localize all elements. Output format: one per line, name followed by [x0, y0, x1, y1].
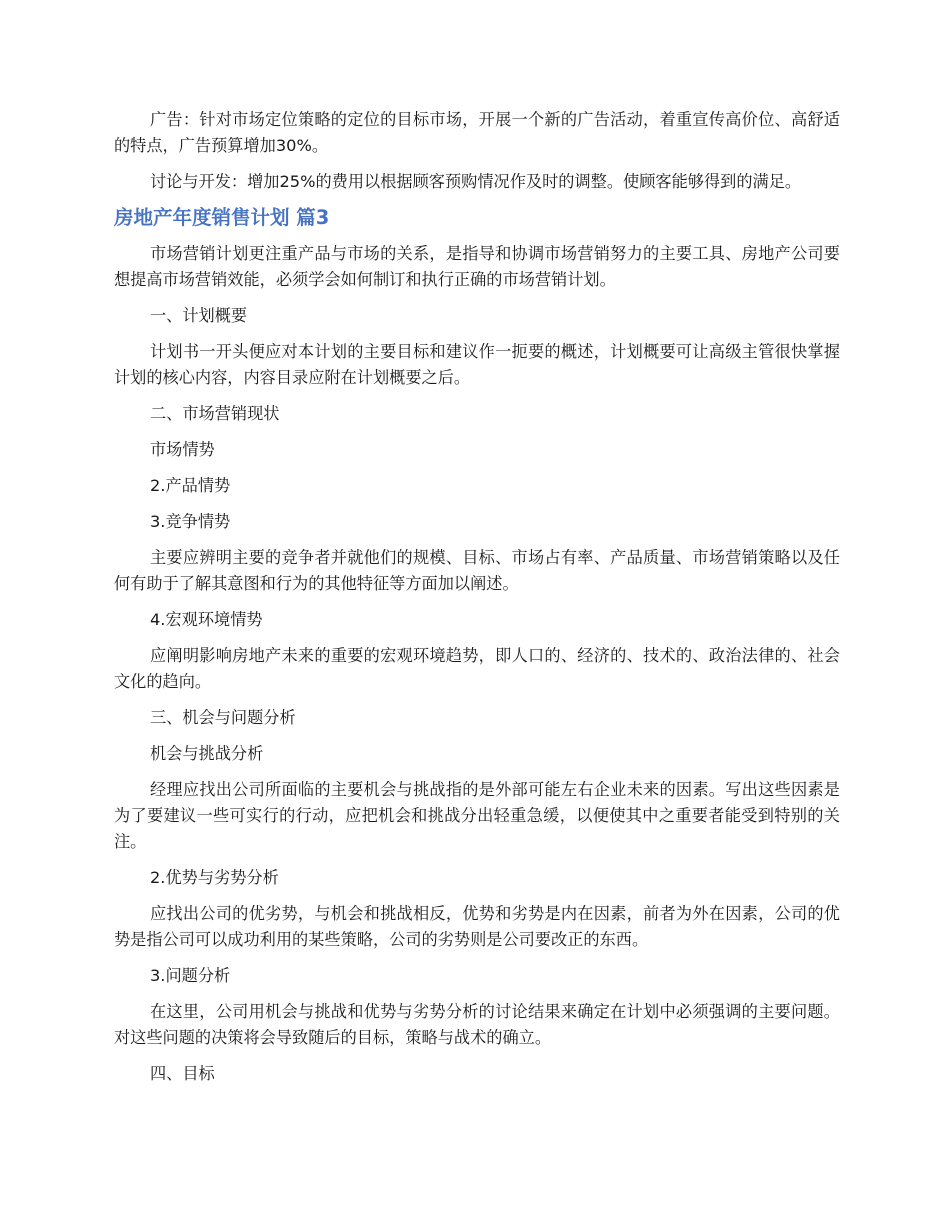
paragraph-plan-summary: 计划书一开头便应对本计划的主要目标和建议作一扼要的概述，计划概要可让高级主管很快掌握计划的核心内容，内容目录应附在计划概要之后。 — [114, 342, 840, 387]
subheading-objectives: 四、目标 — [150, 1064, 215, 1083]
item-opportunity-challenge: 机会与挑战分析 — [150, 744, 264, 763]
paragraph-advertising: 广告：针对市场定位策略的定位的目标市场，开展一个新的广告活动，着重宣传高价位、高舒适的特点，广告预算增加30%。 — [114, 110, 840, 155]
section-heading: 房地产年度销售计划 篇3 — [114, 206, 330, 229]
paragraph-intro: 市场营销计划更注重产品与市场的关系，是指导和协调市场营销努力的主要工具、房地产公司要想提高市场营销效能，必须学会如何制订和执行正确的市场营销计划。 — [114, 244, 840, 289]
document-page — [114, 107, 840, 1097]
subheading-plan-summary: 一、计划概要 — [150, 306, 248, 325]
paragraph-opportunity-challenge: 经理应找出公司所面临的主要机会与挑战指的是外部可能左右企业未来的因素。写出这些因素是为了要建议一些可实行的行动，应把机会和挑战分出轻重急缓，以便使其中之重要者能受到特别的关注。 — [114, 780, 840, 851]
item-strengths-weaknesses: 2.优势与劣势分析 — [150, 868, 279, 887]
paragraph-discussion-development: 讨论与开发：增加25%的费用以根据顾客预购情况作及时的调整。使顾客能够得到的满足。 — [150, 172, 802, 191]
item-product-situation: 2.产品情势 — [150, 476, 231, 495]
paragraph-strengths-weaknesses: 应找出公司的优劣势，与机会和挑战相反，优势和劣势是内在因素，前者为外在因素，公司的优势是指公司可以成功利用的某些策略，公司的劣势则是公司要改正的东西。 — [114, 904, 840, 949]
subheading-opportunity-analysis: 三、机会与问题分析 — [150, 708, 296, 727]
item-problem-analysis: 3.问题分析 — [150, 966, 231, 985]
item-market-situation: 市场情势 — [150, 440, 215, 459]
item-competition-situation: 3.竞争情势 — [150, 512, 231, 531]
paragraph-problem-analysis: 在这里，公司用机会与挑战和优势与劣势分析的讨论结果来确定在计划中必须强调的主要问题。对这些问题的决策将会导致随后的目标，策略与战术的确立。 — [114, 1002, 840, 1047]
paragraph-macro-environment: 应阐明影响房地产未来的重要的宏观环境趋势，即人口的、经济的、技术的、政治法律的、社会文化的趋向。 — [114, 646, 840, 691]
item-macro-environment: 4.宏观环境情势 — [150, 610, 263, 629]
paragraph-competition: 主要应辨明主要的竞争者并就他们的规模、目标、市场占有率、产品质量、市场营销策略以及任何有助于了解其意图和行为的其他特征等方面加以阐述。 — [114, 548, 840, 593]
subheading-marketing-status: 二、市场营销现状 — [150, 404, 280, 423]
